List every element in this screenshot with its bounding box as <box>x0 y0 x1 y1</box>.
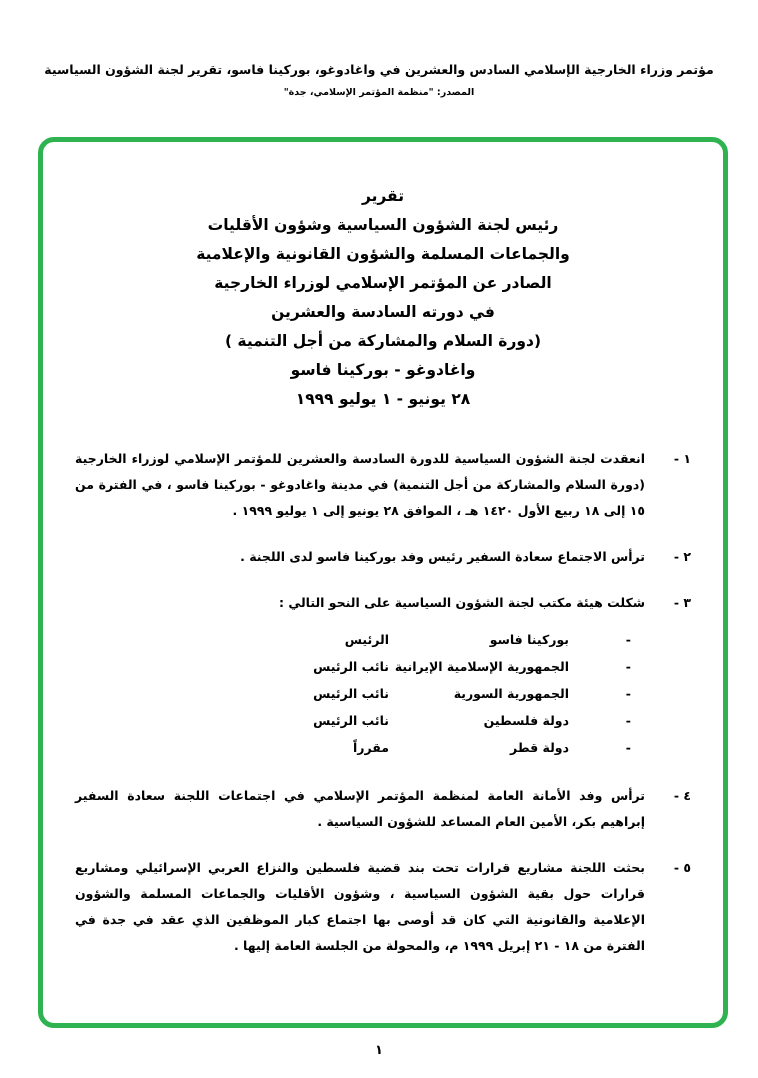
bureau-row-5-dash: - <box>625 740 631 755</box>
paragraph-2-number: ٢ - <box>673 549 691 564</box>
bureau-row-2-role: نائب الرئيس <box>313 659 389 674</box>
title-line-5: في دورته السادسة والعشرين <box>271 303 495 321</box>
title-line-1: تقرير <box>361 187 405 205</box>
paragraph-4-text: ترأس وفد الأمانة العامة لمنظمة المؤتمر الإسلامي في اجتماعات اللجنة سعادة السفير إبراهيم بكر، الأمين العام المساعد للشؤون السياسية . <box>75 788 645 829</box>
page-number: ١ <box>375 1043 383 1058</box>
bureau-row-1 <box>75 626 631 653</box>
title-line-7: واغادوغو - بوركينا فاسو <box>290 361 476 379</box>
title-line-4: الصادر عن المؤتمر الإسلامي لوزراء الخارجية <box>214 274 552 292</box>
bureau-row-4-country: دولة فلسطين <box>483 713 569 728</box>
bureau-row-2-dash: - <box>625 659 631 674</box>
paragraph-5-text: بحثت اللجنة مشاريع قرارات تحت بند قضية فلسطين والنزاع العربي الإسرائيلي ومشاريع قرارات حول بقية الشؤون السياسية ، وشؤون الأقليات والجماعات المسلمة والشؤون الإعلامية والقانونية التي كان قد أوصى بها اجتماع كبار الموظفين الذي عقد في جدة في الفترة من ١٨ - ٢١ إبريل ١٩٩٩ م، والمحولة من الجلسة العامة إليها . <box>75 860 645 953</box>
report-title-block <box>75 182 691 414</box>
bureau-list <box>75 626 631 761</box>
title-line-2: رئيس لجنة الشؤون السياسية وشؤون الأقليات <box>207 216 559 234</box>
paragraph-1-number: ١ - <box>673 451 691 466</box>
bureau-row-3-dash: - <box>625 686 631 701</box>
bureau-row-3-country: الجمهورية السورية <box>453 686 569 701</box>
paragraph-3-number: ٣ - <box>673 595 691 610</box>
bureau-row-3-role: نائب الرئيس <box>313 686 389 701</box>
bureau-row-1-dash: - <box>625 632 631 647</box>
paragraph-3-text: شكلت هيئة مكتب لجنة الشؤون السياسية على النحو التالي : <box>278 595 645 610</box>
bureau-row-5-country: دولة قطر <box>510 740 569 755</box>
bureau-row-4-dash: - <box>625 713 631 728</box>
bureau-row-4-role: نائب الرئيس <box>313 713 389 728</box>
paragraph-1 <box>75 446 691 524</box>
paragraph-4 <box>75 783 691 835</box>
paragraph-1-text: انعقدت لجنة الشؤون السياسية للدورة السادسة والعشرين للمؤتمر الإسلامي لوزراء الخارجية (دورة السلام والمشاركة من أجل التنمية) في مدينة واغادوغو - بوركينا فاسو ، في الفترة من ١٥ إلى ١٨ ربيع الأول ١٤٢٠ هـ ، الموافق ٢٨ يونيو إلى ١ يوليو ١٩٩٩ . <box>75 451 645 518</box>
title-line-6: (دورة السلام والمشاركة من أجل التنمية ) <box>224 332 542 350</box>
bureau-row-5 <box>75 734 631 761</box>
paragraph-5 <box>75 855 691 959</box>
document-header <box>0 62 758 98</box>
title-line-8: ٢٨ يونيو - ١ يوليو ١٩٩٩ <box>295 390 471 408</box>
bureau-row-2 <box>75 653 631 680</box>
paragraph-2-text: ترأس الاجتماع سعادة السفير رئيس وفد بوركينا فاسو لدى اللجنة . <box>240 549 645 564</box>
bureau-row-1-role: الرئيس <box>344 632 389 647</box>
paragraph-4-number: ٤ - <box>673 788 691 803</box>
paragraph-3 <box>75 590 691 616</box>
paragraph-5-number: ٥ - <box>673 860 691 875</box>
header-source: المصدر: "منظمة المؤتمر الإسلامي، جدة" <box>283 87 475 98</box>
header-title: مؤتمر وزراء الخارجية الإسلامي السادس والعشرين في واغادوغو، بوركينا فاسو، تقرير لجنة الشؤون السياسية <box>44 62 714 77</box>
title-line-3: والجماعات المسلمة والشؤون القانونية والإعلامية <box>196 245 570 263</box>
bureau-row-1-country: بوركينا فاسو <box>489 632 569 647</box>
bureau-row-3 <box>75 680 631 707</box>
bureau-row-2-country: الجمهورية الإسلامية الإيرانية <box>394 659 569 674</box>
report-border-box <box>38 137 728 1028</box>
bureau-row-4 <box>75 707 631 734</box>
bureau-row-5-role: مقرراً <box>353 740 389 755</box>
paragraph-2 <box>75 544 691 570</box>
